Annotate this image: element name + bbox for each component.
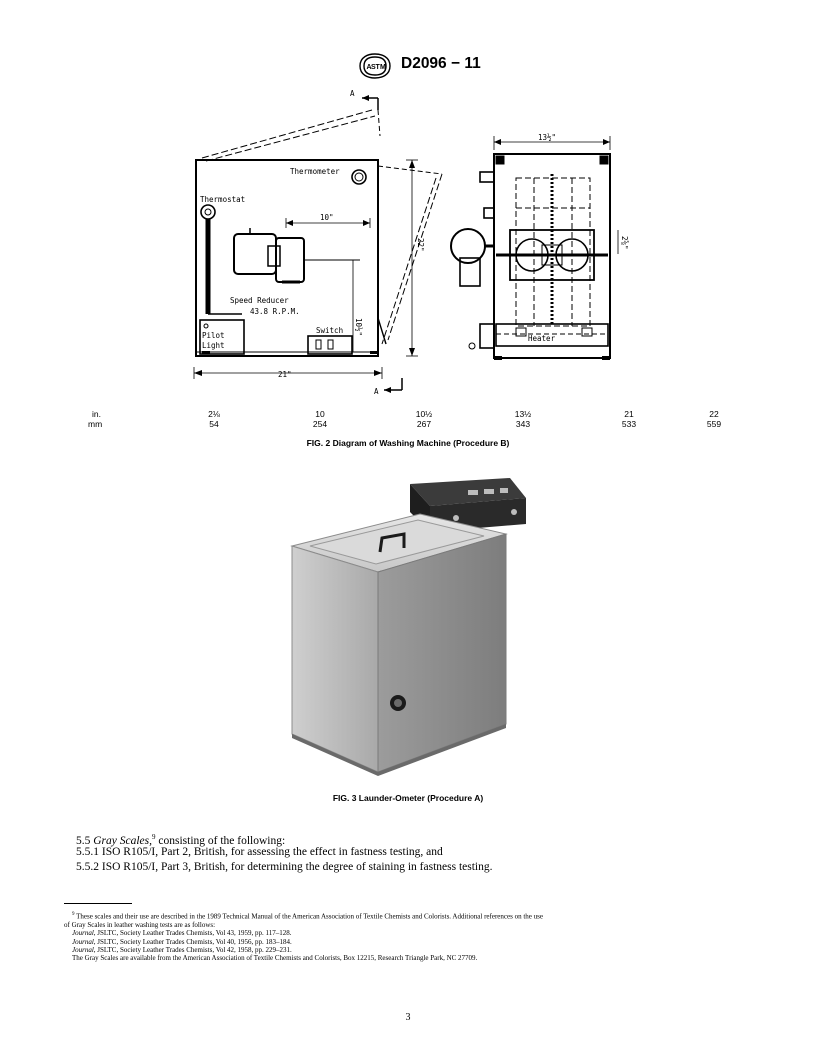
figure-2-diagram	[150, 88, 660, 400]
heater-label: Heater	[528, 334, 556, 343]
footnote-marker: 9	[72, 912, 75, 917]
table-cell: 267	[416, 419, 432, 429]
table-cell: 533	[621, 419, 637, 429]
journal-name: Journal	[72, 945, 94, 954]
footnote-reference	[64, 929, 754, 937]
section-number: 5.5	[76, 834, 91, 847]
footnote-line: The Gray Scales are available from the American Association of Textile Chemists and Colorists, Box 12215, Research Triangle Park, NC 27709.	[72, 954, 478, 963]
document-id: D2096 − 11	[401, 55, 481, 72]
footnote-reference	[64, 946, 754, 954]
speed-reducer-label: Speed Reducer	[230, 296, 289, 305]
table-cell: 10	[315, 409, 325, 419]
table-cell: 21	[624, 409, 634, 419]
dim-13-half-label: 13½"	[538, 133, 557, 142]
dim-21-label: 21"	[278, 370, 292, 379]
dim-2-5-8-label: 2⅝"	[620, 236, 629, 250]
svg-text:S: S	[371, 64, 376, 71]
unit-conversion-table	[80, 409, 740, 433]
footnote-text: These scales and their use are described in the 1989 Technical Manual of the American Association of Textile Chemists and Colorists. Additional references on the use	[74, 912, 543, 921]
section-label-bottom: A	[374, 387, 379, 396]
dim-22-label: 22"	[416, 238, 425, 252]
table-cell: in.	[92, 409, 101, 419]
table-cell: 2⅛	[208, 409, 220, 419]
journal-name: Journal	[72, 929, 94, 938]
paragraph-5-5-2: 5.5.2 ISO R105/I, Part 3, British, for determining the degree of staining in fastness testing.	[76, 861, 493, 873]
figure-3-photo	[270, 472, 550, 784]
footnote-divider	[64, 903, 132, 904]
footnotes	[64, 911, 754, 963]
pilot-label: Pilot	[202, 331, 225, 340]
reference-text: , JSLTC, Society Leather Trades Chemists, Vol 42, 1958, pp. 229–231.	[93, 945, 292, 954]
table-cell: 559	[706, 419, 722, 429]
footnote-line	[64, 911, 754, 921]
paragraph-5-5-1: 5.5.1 ISO R105/I, Part 2, British, for assessing the effect in fastness testing, and	[76, 846, 443, 858]
table-cell: 22	[709, 409, 719, 419]
journal-name: Journal	[72, 937, 94, 946]
footnote-line: of Gray Scales in leather washing tests are as follows:	[64, 920, 216, 929]
footnote-ref: 9	[152, 833, 156, 841]
reference-text: , JSLTC, Society Leather Trades Chemists, Vol 40, 1956, pp. 183–184.	[93, 937, 292, 946]
figure-2-caption: FIG. 2 Diagram of Washing Machine (Procedure B)	[306, 438, 510, 448]
table-cell: 254	[312, 419, 328, 429]
thermometer-label: Thermometer	[290, 167, 340, 176]
table-cell: 343	[515, 419, 531, 429]
section-label-top: A	[350, 89, 355, 98]
rpm-label: 43.8 R.P.M.	[250, 307, 300, 316]
svg-text:M: M	[380, 64, 386, 71]
table-cell: 13½	[514, 409, 532, 419]
table-cell: mm	[88, 419, 103, 429]
reference-text: , JSLTC, Society Leather Trades Chemists, Vol 43, 1959, pp. 117–128.	[93, 929, 292, 938]
table-cell: 54	[209, 419, 219, 429]
svg-text:T: T	[375, 64, 380, 71]
switch-label: Switch	[316, 326, 344, 335]
paragraph-text: consisting of the following:	[155, 834, 286, 847]
thermostat-label: Thermostat	[200, 195, 246, 204]
page-number: 3	[405, 1012, 411, 1023]
figure-3-caption: FIG. 3 Launder-Ometer (Procedure A)	[332, 793, 484, 803]
astm-logo-icon	[352, 52, 398, 80]
section-title: Gray Scales,	[93, 834, 153, 847]
light-label: Light	[202, 341, 225, 350]
svg-text:A: A	[366, 64, 372, 71]
dim-10-half-label: 10½"	[354, 318, 363, 337]
footnote-reference	[64, 938, 754, 946]
table-cell: 10½	[415, 409, 433, 419]
dim-10-label: 10"	[320, 213, 334, 222]
